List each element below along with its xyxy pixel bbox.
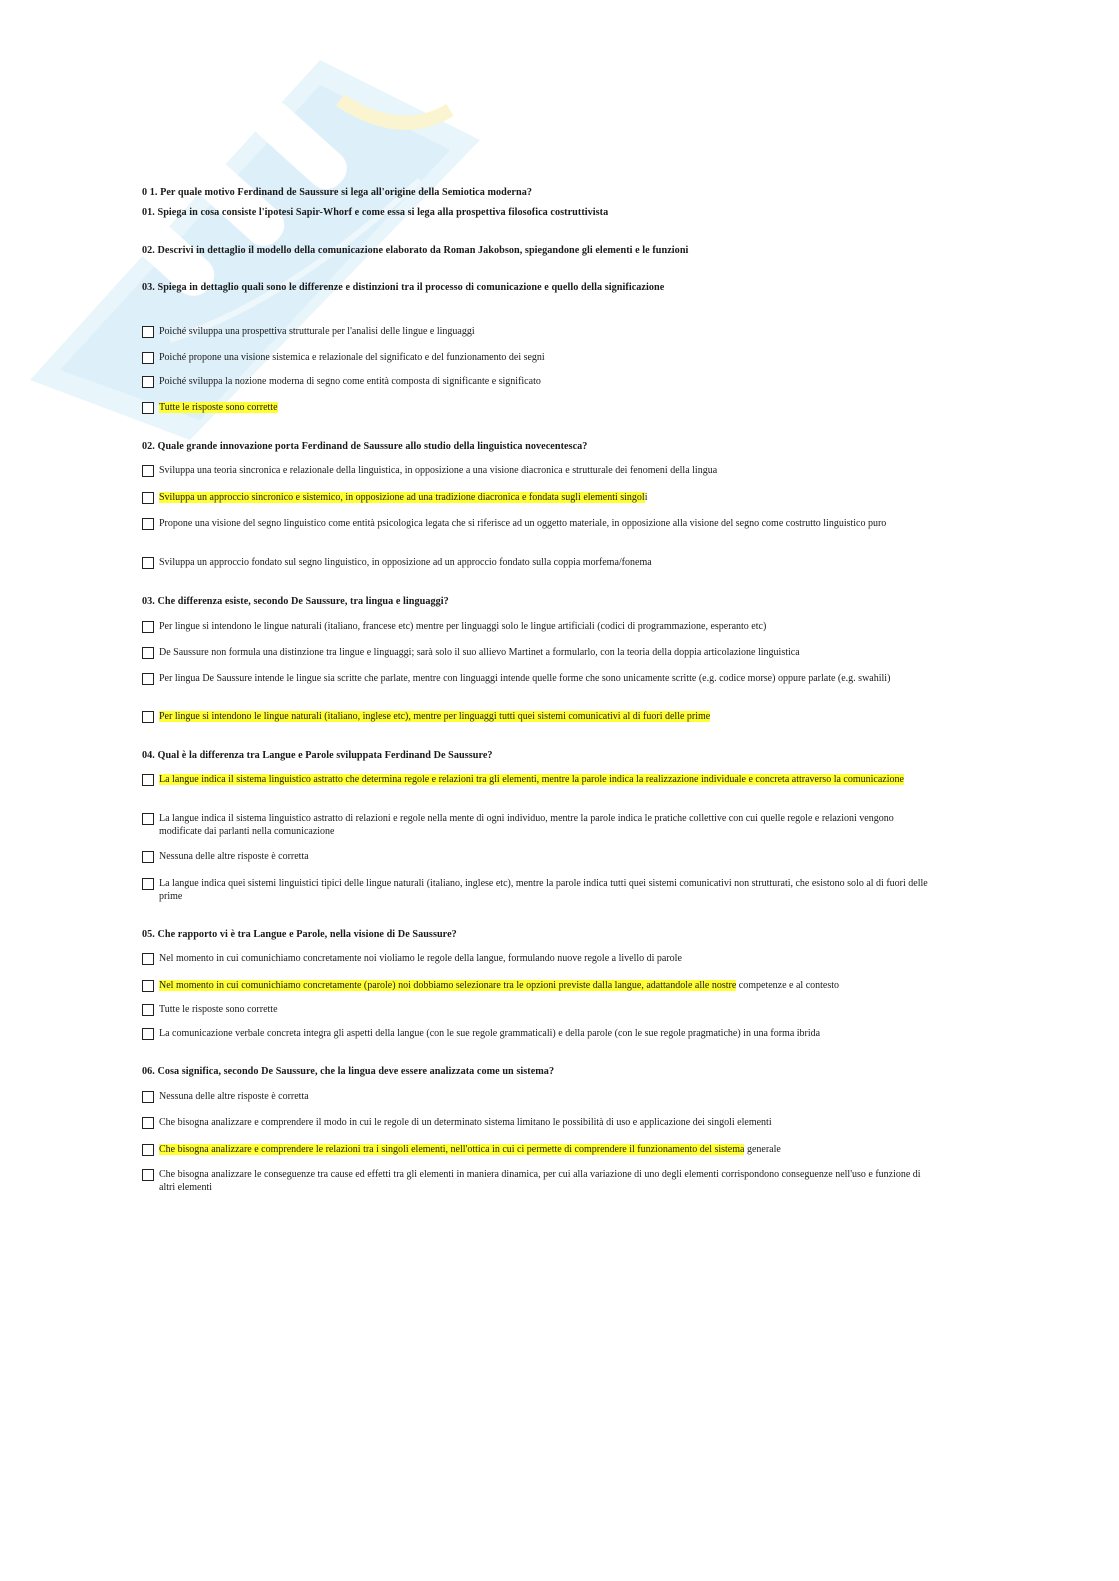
- answer-text-plain: La langue indica il sistema linguistico astratto di relazioni e regole nella mente di ogni individuo, mentre la parole indica le pratiche collettive con cui quelle regole e relazioni vengono modificate dai parlanti nella comunicazione: [159, 813, 894, 837]
- answer-checkbox[interactable]: [142, 980, 154, 992]
- answer-checkbox[interactable]: [142, 711, 154, 723]
- answer-text: [142, 492, 932, 505]
- answer-text-plain: Sviluppa una teoria sincronica e relazionale della linguistica, in opposizione a una visione diacronica e strutturale dei fenomeni della lingua: [159, 465, 718, 476]
- header-question-1: 0 1. Per quale motivo Ferdinand de Saussure si lega all'origine della Semiotica moderna?: [142, 187, 533, 198]
- answer-text: [142, 878, 932, 903]
- answer-text: [142, 980, 932, 993]
- answer-checkbox[interactable]: [142, 518, 154, 530]
- answer-checkbox[interactable]: [142, 1091, 154, 1103]
- answer-option: [142, 878, 932, 903]
- answer-option: [142, 774, 932, 787]
- answer-text: [142, 953, 932, 966]
- answer-text-plain: Per lingue si intendono le lingue naturali (italiano, francese etc) mentre per linguaggi solo le lingue artificiali (codici di programmazione, esperanto etc): [159, 621, 767, 632]
- answer-text: [142, 711, 932, 724]
- answer-text-plain: Che bisogna analizzare e comprendere il modo in cui le regole di un determinato sistema limitano le possibilità di uso e applicazione dei singoli elementi: [159, 1117, 772, 1128]
- answer-text: [142, 518, 932, 531]
- answer-option: [142, 621, 932, 634]
- answer-option: [142, 376, 932, 389]
- header-question-3: 02. Descrivi in dettaglio il modello della comunicazione elaborato da Roman Jakobson, spiegandone gli elementi e le funzioni: [142, 245, 689, 256]
- answer-checkbox[interactable]: [142, 376, 154, 388]
- answer-checkbox[interactable]: [142, 492, 154, 504]
- answer-text: [142, 851, 932, 864]
- highlighted-answer-text: Per lingue si intendono le lingue naturali (italiano, inglese etc), mentre per linguaggi tutti quei sistemi comunicativi al di fuori delle prime: [159, 711, 711, 722]
- answer-text-plain: Nel momento in cui comunichiamo concretamente noi violiamo le regole della langue, formulando nuove regole a livello di parole: [159, 953, 682, 964]
- answer-text: [142, 1169, 932, 1194]
- highlighted-answer-text: Nel momento in cui comunichiamo concretamente (parole) noi dobbiamo selezionare tra le opzioni previste dalla langue, adattandole alle nostre: [159, 980, 737, 991]
- answer-text: [142, 1004, 932, 1017]
- answer-option: [142, 492, 932, 505]
- answer-option: [142, 813, 932, 838]
- answer-checkbox[interactable]: [142, 1144, 154, 1156]
- answer-checkbox[interactable]: [142, 326, 154, 338]
- answer-text-plain: Per lingua De Saussure intende le lingue sia scritte che parlate, mentre con linguaggi intende quelle forme che sono unicamente scritte (e.g. codice morse) oppure parlate (e.g. swahili): [159, 673, 891, 684]
- answer-text: [142, 465, 932, 478]
- answer-text-plain: La comunicazione verbale concreta integra gli aspetti della langue (con le sue regole grammaticali) e della parole (con le sue regole pragmatiche) in una forma ibrida: [159, 1028, 821, 1039]
- answer-checkbox[interactable]: [142, 1169, 154, 1181]
- answer-text-plain: Che bisogna analizzare le conseguenze tra cause ed effetti tra gli elementi in maniera dinamica, per cui alla variazione di uno degli elementi corrispondono conseguenze nell'uso e funzione di altri elementi: [159, 1169, 921, 1193]
- answer-checkbox[interactable]: [142, 1004, 154, 1016]
- highlighted-answer-text: Tutte le risposte sono corrette: [159, 402, 278, 413]
- answer-checkbox[interactable]: [142, 878, 154, 890]
- answer-text-plain: La langue indica quei sistemi linguistici tipici delle lingue naturali (italiano, inglese etc), mentre la parole indica tutti quei sistemi comunicativi non strutturati, che esistono solo al di fuori delle prime: [159, 878, 928, 902]
- answer-checkbox[interactable]: [142, 352, 154, 364]
- answer-checkbox[interactable]: [142, 851, 154, 863]
- answer-option: [142, 1117, 932, 1130]
- answer-option: [142, 1028, 932, 1041]
- answer-checkbox[interactable]: [142, 813, 154, 825]
- answer-text: [142, 647, 932, 660]
- answer-text: [142, 326, 932, 339]
- answer-text-plain: Nessuna delle altre risposte è corretta: [159, 1091, 309, 1102]
- highlighted-answer-text: Che bisogna analizzare e comprendere le relazioni tra i singoli elementi, nell'ottica in cui ci permette di comprendere il funzionamento del sistema: [159, 1144, 745, 1155]
- answer-option: [142, 1169, 932, 1194]
- question-title: 05. Che rapporto vi è tra Langue e Parole, nella visione di De Saussure?: [142, 929, 457, 940]
- answer-checkbox[interactable]: [142, 774, 154, 786]
- answer-text-plain: Poiché propone una visione sistemica e relazionale del significato e del funzionamento dei segni: [159, 352, 545, 363]
- answer-text-plain: Propone una visione del segno linguistico come entità psicologica legata che si riferisce ad un oggetto materiale, in opposizione alla visione del segno come costrutto linguistico puro: [159, 518, 887, 529]
- answer-option: [142, 518, 932, 531]
- answer-text: [142, 621, 932, 634]
- highlighted-answer-text: Sviluppa un approccio sincronico e sistemico, in opposizione ad una tradizione diacronica e fondata sugli elementi singol: [159, 492, 645, 503]
- header-question-2: 01. Spiega in cosa consiste l'ipotesi Sapir-Whorf e come essa si lega alla prospettiva filosofica costruttivista: [142, 207, 609, 218]
- answer-text: [142, 1028, 932, 1041]
- answer-text-plain: Sviluppa un approccio fondato sul segno linguistico, in opposizione ad un approccio fondato sulla coppia morfema/fonema: [159, 557, 652, 568]
- header-question-4: 03. Spiega in dettaglio quali sono le differenze e distinzioni tra il processo di comunicazione e quello della significazione: [142, 282, 665, 293]
- answer-option: [142, 1004, 932, 1017]
- answer-text-plain: i: [644, 492, 648, 503]
- answer-text: [142, 1091, 932, 1104]
- answer-text-plain: Poiché sviluppa la nozione moderna di segno come entità composta di significante e significato: [159, 376, 541, 387]
- answer-checkbox[interactable]: [142, 621, 154, 633]
- answer-option: [142, 980, 932, 993]
- answer-option: [142, 352, 932, 365]
- answer-text: [142, 402, 932, 415]
- question-title: 06. Cosa significa, secondo De Saussure, che la lingua deve essere analizzata come un sistema?: [142, 1066, 555, 1077]
- answer-option: [142, 647, 932, 660]
- answer-checkbox[interactable]: [142, 465, 154, 477]
- answer-checkbox[interactable]: [142, 953, 154, 965]
- answer-option: [142, 953, 932, 966]
- answer-text: [142, 673, 932, 686]
- answer-option: [142, 1144, 932, 1157]
- answer-checkbox[interactable]: [142, 1028, 154, 1040]
- answer-option: [142, 673, 932, 686]
- answer-text: [142, 1117, 932, 1130]
- answer-checkbox[interactable]: [142, 1117, 154, 1129]
- highlighted-answer-text: La langue indica il sistema linguistico astratto che determina regole e relazioni tra gli elementi, mentre la parole indica la realizzazione individuale e concreta attraverso la comunicazione: [159, 774, 904, 785]
- answer-checkbox[interactable]: [142, 647, 154, 659]
- question-title: 04. Qual è la differenza tra Langue e Parole sviluppata Ferdinand De Saussure?: [142, 750, 493, 761]
- answer-option: [142, 851, 932, 864]
- answer-option: [142, 326, 932, 339]
- answer-option: [142, 465, 932, 478]
- answer-text: [142, 352, 932, 365]
- question-title: 03. Che differenza esiste, secondo De Saussure, tra lingua e linguaggi?: [142, 596, 449, 607]
- answer-text-plain: De Saussure non formula una distinzione tra lingue e linguaggi; sarà solo il suo allievo Martinet a formularlo, con la teoria della doppia articolazione linguistica: [159, 647, 800, 658]
- answer-option: [142, 557, 932, 570]
- question-title: 02. Quale grande innovazione porta Ferdinand de Saussure allo studio della linguistica novecentesca?: [142, 441, 588, 452]
- answer-checkbox[interactable]: [142, 402, 154, 414]
- answer-text-plain: generale: [744, 1144, 781, 1155]
- answer-checkbox[interactable]: [142, 673, 154, 685]
- answer-text: [142, 557, 932, 570]
- answer-text: [142, 376, 932, 389]
- answer-checkbox[interactable]: [142, 557, 154, 569]
- answer-option: [142, 402, 932, 415]
- answer-text: [142, 1144, 932, 1157]
- answer-option: [142, 1091, 932, 1104]
- answer-text: [142, 813, 932, 838]
- answer-text-plain: competenze e al contesto: [736, 980, 840, 991]
- answer-text-plain: Nessuna delle altre risposte è corretta: [159, 851, 309, 862]
- answer-text: [142, 774, 932, 787]
- answer-option: [142, 711, 932, 724]
- answer-text-plain: Tutte le risposte sono corrette: [159, 1004, 278, 1015]
- answer-text-plain: Poiché sviluppa una prospettiva strutturale per l'analisi delle lingue e linguaggi: [159, 326, 475, 337]
